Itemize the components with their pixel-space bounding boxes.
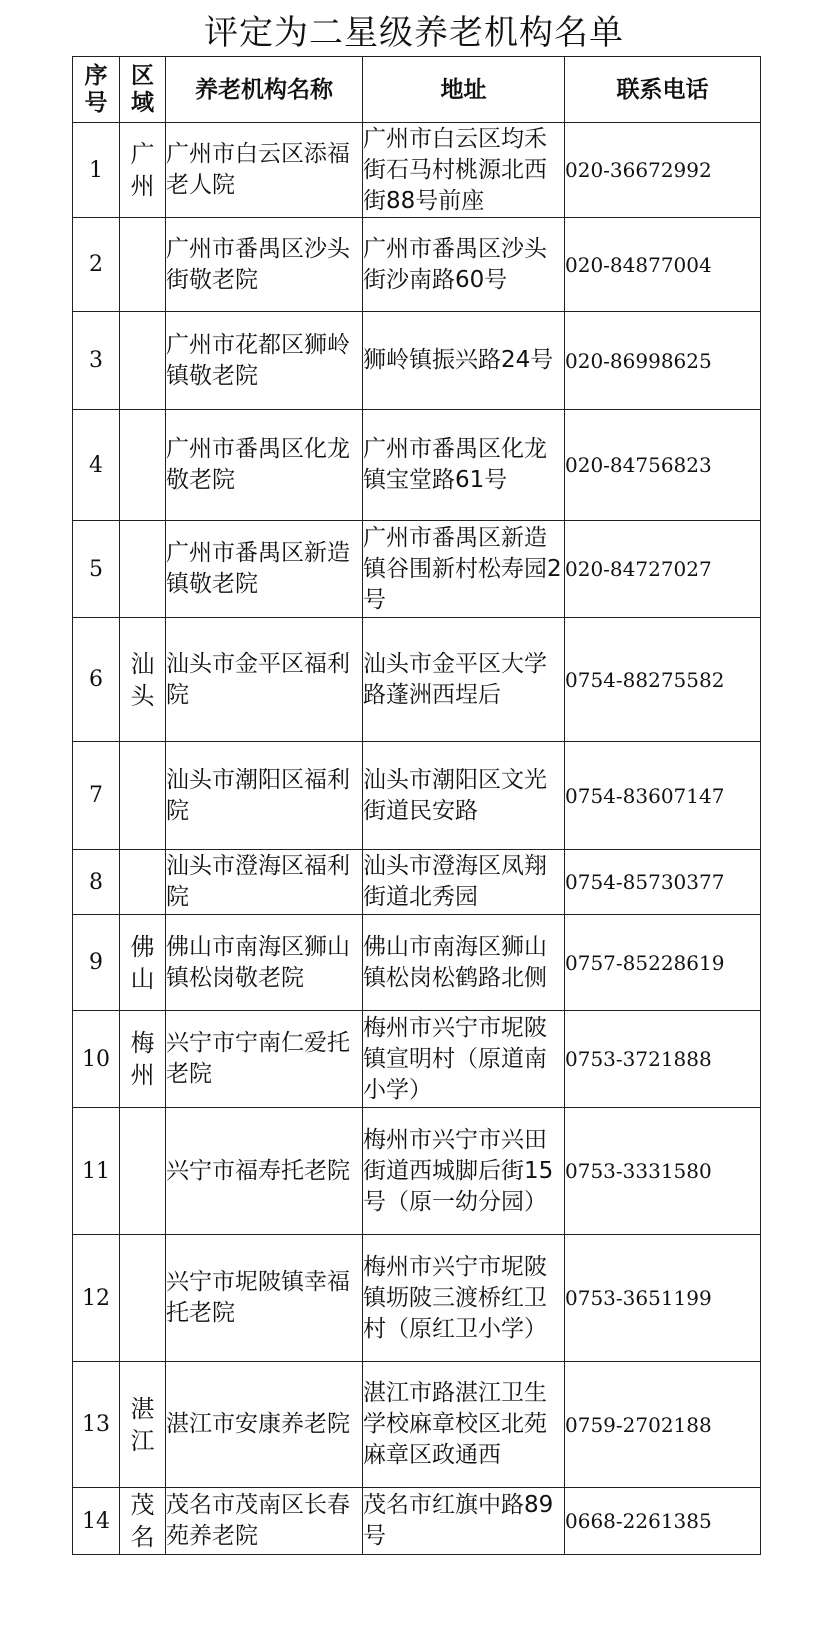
header-region-line1: 区 xyxy=(131,62,154,89)
row-serial-number: 14 xyxy=(73,1488,120,1555)
row-serial-number: 1 xyxy=(73,123,120,218)
row-region xyxy=(120,1011,166,1108)
row-address: 广州市番禺区沙头街沙南路60号 xyxy=(363,218,565,312)
table-row xyxy=(73,410,761,521)
row-address: 汕头市金平区大学路蓬洲西埕后 xyxy=(363,618,565,742)
table-row xyxy=(73,1235,761,1362)
row-phone: 0757-85228619 xyxy=(565,915,761,1011)
row-phone: 0754-83607147 xyxy=(565,742,761,850)
row-region xyxy=(120,1108,166,1235)
row-serial-number: 2 xyxy=(73,218,120,312)
table-row xyxy=(73,123,761,218)
row-serial-number: 13 xyxy=(73,1362,120,1488)
row-serial-number: 3 xyxy=(73,312,120,410)
row-institution-name: 广州市白云区添福老人院 xyxy=(166,123,363,218)
elderly-care-institution-table xyxy=(72,56,761,1555)
row-address: 湛江市路湛江卫生学校麻章校区北苑麻章区政通西 xyxy=(363,1362,565,1488)
row-region xyxy=(120,1362,166,1488)
table-row xyxy=(73,1108,761,1235)
table-row xyxy=(73,521,761,618)
row-phone: 020-36672992 xyxy=(565,123,761,218)
row-phone: 020-86998625 xyxy=(565,312,761,410)
table-row xyxy=(73,1011,761,1108)
row-institution-name: 兴宁市宁南仁爱托老院 xyxy=(166,1011,363,1108)
row-institution-name: 汕头市潮阳区福利院 xyxy=(166,742,363,850)
row-address: 广州市番禺区化龙镇宝堂路61号 xyxy=(363,410,565,521)
table-row xyxy=(73,742,761,850)
row-region-text: 佛山 xyxy=(130,932,155,993)
row-region xyxy=(120,915,166,1011)
row-region xyxy=(120,742,166,850)
row-address: 梅州市兴宁市兴田街道西城脚后街15号（原一幼分园） xyxy=(363,1108,565,1235)
row-region-text: 茂名 xyxy=(130,1491,155,1551)
row-region xyxy=(120,1488,166,1555)
table-row xyxy=(73,1488,761,1555)
row-institution-name: 兴宁市福寿托老院 xyxy=(166,1108,363,1235)
row-serial-number: 9 xyxy=(73,915,120,1011)
row-region xyxy=(120,218,166,312)
table-header-row xyxy=(73,57,761,123)
row-serial-number: 7 xyxy=(73,742,120,850)
row-phone: 0759-2702188 xyxy=(565,1362,761,1488)
row-address: 汕头市潮阳区文光街道民安路 xyxy=(363,742,565,850)
table-row xyxy=(73,850,761,915)
row-address: 广州市番禺区新造镇谷围新村松寿园2号 xyxy=(363,521,565,618)
row-phone: 020-84727027 xyxy=(565,521,761,618)
row-serial-number: 4 xyxy=(73,410,120,521)
row-phone: 0753-3331580 xyxy=(565,1108,761,1235)
row-institution-name: 广州市番禺区化龙敬老院 xyxy=(166,410,363,521)
row-phone: 020-84756823 xyxy=(565,410,761,521)
row-phone: 020-84877004 xyxy=(565,218,761,312)
row-region xyxy=(120,410,166,521)
header-address: 地址 xyxy=(363,57,565,123)
row-serial-number: 6 xyxy=(73,618,120,742)
row-serial-number: 12 xyxy=(73,1235,120,1362)
row-phone: 0668-2261385 xyxy=(565,1488,761,1555)
row-region-text: 湛江 xyxy=(130,1394,155,1455)
header-phone: 联系电话 xyxy=(565,57,761,123)
row-address: 广州市白云区均禾街石马村桃源北西街88号前座 xyxy=(363,123,565,218)
row-address: 梅州市兴宁市坭陂镇坜陂三渡桥红卫村（原红卫小学） xyxy=(363,1235,565,1362)
header-serial-line1: 序 xyxy=(84,62,108,89)
row-region-text: 广州 xyxy=(130,140,155,200)
row-phone: 0754-85730377 xyxy=(565,850,761,915)
header-serial-line2: 号 xyxy=(84,89,108,116)
row-address: 汕头市澄海区凤翔街道北秀园 xyxy=(363,850,565,915)
row-region-text: 汕头 xyxy=(130,649,155,710)
header-region-line2: 域 xyxy=(131,89,154,116)
row-address: 佛山市南海区狮山镇松岗松鹤路北侧 xyxy=(363,915,565,1011)
row-institution-name: 广州市花都区狮岭镇敬老院 xyxy=(166,312,363,410)
row-phone: 0754-88275582 xyxy=(565,618,761,742)
table-row xyxy=(73,312,761,410)
table-row xyxy=(73,618,761,742)
row-institution-name: 汕头市澄海区福利院 xyxy=(166,850,363,915)
header-institution-name: 养老机构名称 xyxy=(166,57,363,123)
row-institution-name: 茂名市茂南区长春苑养老院 xyxy=(166,1488,363,1555)
row-region xyxy=(120,618,166,742)
row-address: 狮岭镇振兴路24号 xyxy=(363,312,565,410)
row-serial-number: 8 xyxy=(73,850,120,915)
row-address: 茂名市红旗中路89号 xyxy=(363,1488,565,1555)
row-institution-name: 兴宁市坭陂镇幸福托老院 xyxy=(166,1235,363,1362)
row-region xyxy=(120,850,166,915)
row-region-text: 梅州 xyxy=(130,1029,155,1089)
header-serial-number xyxy=(73,57,120,123)
table-row xyxy=(73,915,761,1011)
row-region xyxy=(120,1235,166,1362)
row-region xyxy=(120,123,166,218)
row-serial-number: 11 xyxy=(73,1108,120,1235)
table-row xyxy=(73,1362,761,1488)
row-phone: 0753-3721888 xyxy=(565,1011,761,1108)
row-institution-name: 佛山市南海区狮山镇松岗敬老院 xyxy=(166,915,363,1011)
row-institution-name: 广州市番禺区新造镇敬老院 xyxy=(166,521,363,618)
row-serial-number: 5 xyxy=(73,521,120,618)
row-institution-name: 广州市番禺区沙头街敬老院 xyxy=(166,218,363,312)
row-institution-name: 湛江市安康养老院 xyxy=(166,1362,363,1488)
row-institution-name: 汕头市金平区福利院 xyxy=(166,618,363,742)
row-region xyxy=(120,312,166,410)
table-row xyxy=(73,218,761,312)
header-region xyxy=(120,57,166,123)
page-title: 评定为二星级养老机构名单 xyxy=(204,13,624,53)
row-region xyxy=(120,521,166,618)
row-phone: 0753-3651199 xyxy=(565,1235,761,1362)
row-address: 梅州市兴宁市坭陂镇宣明村（原道南小学） xyxy=(363,1011,565,1108)
row-serial-number: 10 xyxy=(73,1011,120,1108)
